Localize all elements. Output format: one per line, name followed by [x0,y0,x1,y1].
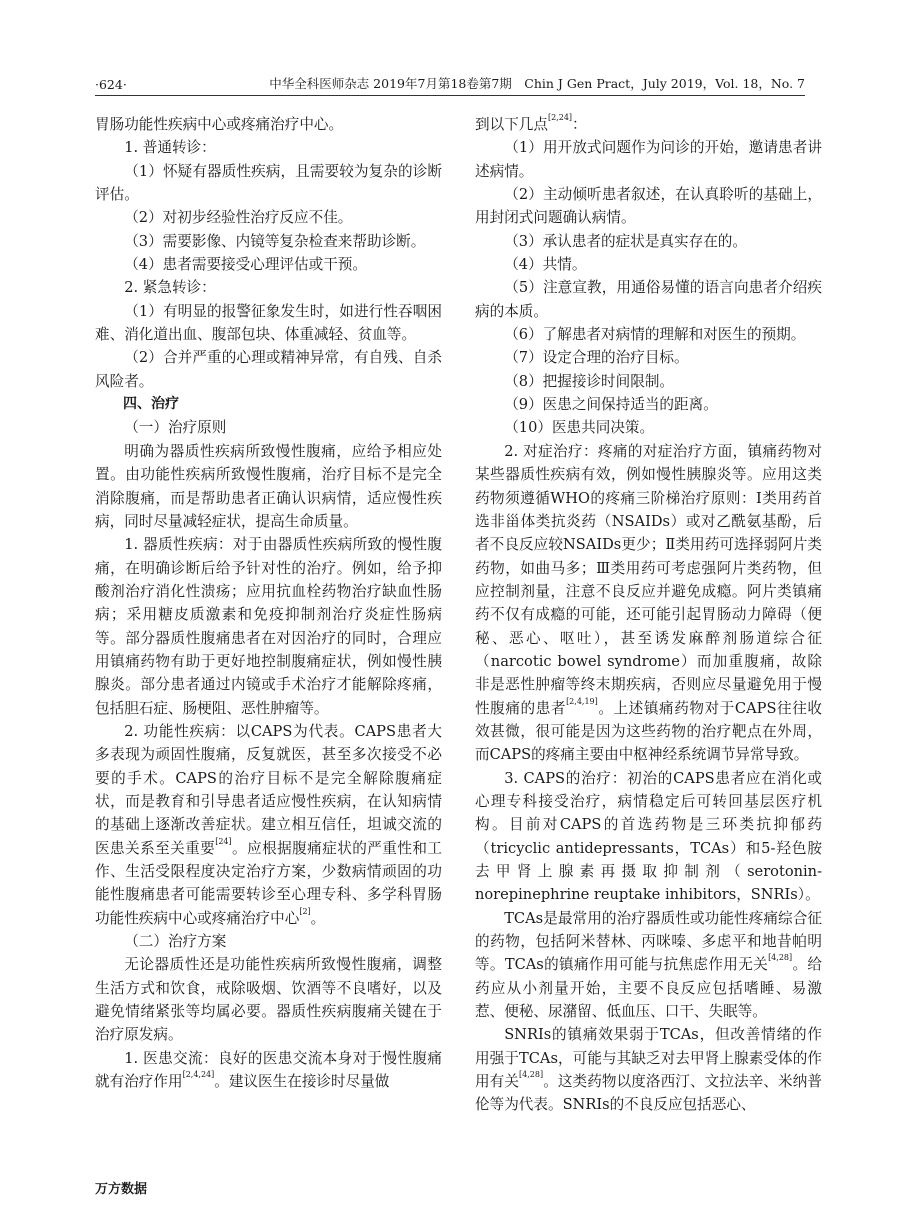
list-item: （10）医患共同决策。 [504,419,655,437]
paragraph: 3. CAPS的治疗：初治的CAPS患者应在消化或心理专科接受治疗，病情稳定后可转回基层医疗机构。目前对CAPS的首选药物是三环类抗抑郁药（tricyclic antidepressants，TCAs）和5-羟色胺去甲肾上腺素再摄取抑制剂（serotonin-norepinephrine reuptake inhibitors，SNRIs）。 [475,769,822,904]
citation: [2,4,19] [566,696,598,706]
citation: [24] [215,836,232,846]
left-column [95,113,442,1093]
journal-citation: 中华全科医师杂志 2019年7月第18卷第7期 Chin J Gen Pract，July 2019，Vol. 18，No. 7 [269,76,805,91]
list-item: （9）医患之间保持适当的距离。 [504,396,718,414]
page-number: ·624· [95,77,127,92]
list-item: （5）注意宣教，用通俗易懂的语言向患者介绍疾病的本质。 [475,279,822,320]
citation: [4,28] [519,1070,544,1080]
section-heading: 2. 紧急转诊： [124,279,216,297]
text-run: 2. 对症治疗：疼痛的对症治疗方面，镇痛药物对某些器质性疾病有效，例如慢性胰腺炎等。应用这类药物须遵循WHO的疼痛三阶梯治疗原则：Ⅰ类用药首选非甾体类抗炎药（NSAIDs）或对乙酰氨基酚，后者不良反应较NSAIDs更少；Ⅱ类用药可选择弱阿片类药物，如曲马多；Ⅲ类用药可考虑强阿片类药物，但应控制剂量，注意不良反应并避免成瘾。阿片类镇痛药不仅有成瘾的可能，还可能引起胃肠动力障碍（便秘、恶心、呕吐），甚至诱发麻醉剂肠道综合征（narcotic bowel syndrome）而加重腹痛，故除非是恶性肿瘤等终末期疾病，否则应尽量避免用于慢性腹痛的患者 [475,442,822,717]
paragraph: 无论器质性还是功能性疾病所致慢性腹痛，调整生活方式和饮食，戒除吸烟、饮酒等不良嗜好，以及避免情绪紧张等均属必要。器质性疾病腹痛关键在于治疗原发病。 [95,956,442,1044]
list-item: （7）设定合理的治疗目标。 [504,349,689,367]
paragraph: 1. 器质性疾病：对于由器质性疾病所致的慢性腹痛，在明确诊断后给予针对性的治疗。例如，给予抑酸剂治疗消化性溃疡；应用抗血栓药物治疗缺血性肠病；采用糖皮质激素和免疫抑制剂治疗炎症性肠病等。部分器质性腹痛患者在对因治疗的同时，合理应用镇痛药物有助于更好地控制腹痛症状，例如慢性胰腺炎。部分患者通过内镜或手术治疗才能解除疼痛，包括胆石症、肠梗阻、恶性肿瘤等。 [95,536,442,717]
paragraph: （4）患者需要接受心理评估或干预。 [124,256,367,274]
subsection-heading: （一）治疗原则 [124,419,227,437]
text-run: 。这类药物以度洛西汀、文拉法辛、米纳普伦等为代表。SNRIs的不良反应包括恶心、 [475,1073,822,1114]
citation: [2] [299,906,311,916]
paragraph [475,907,822,1024]
list-item: （4）共情。 [504,256,587,274]
section-heading-treatment: 四、治疗 [123,396,179,413]
subsection-heading: （二）治疗方案 [124,933,227,951]
paragraph: （1）怀疑有器质性疾病，且需要较为复杂的诊断评估。 [95,162,442,204]
text-run: 到以下几点 [475,116,548,133]
list-item: （1）用开放式问题作为问诊的开始，邀请患者讲述病情。 [475,139,822,180]
text-run: 。建议医生在接诊时尽量做 [214,1073,390,1091]
list-item: （6）了解患者对病情的理解和对医生的预期。 [504,326,806,344]
paragraph [475,113,822,136]
watermark: 万方数据 [95,1182,148,1197]
paragraph: （1）有明显的报警征象发生时，如进行性吞咽困难、消化道出血、腹部包块、体重减轻、贫血等。 [95,302,442,344]
text-run: SNRIs的镇痛效果弱于TCAs，但改善情绪的作用强于TCAs，可能与其缺乏对去甲肾上腺素受体的作用有关 [475,1026,822,1091]
list-item: （8）把握接诊时间限制。 [504,372,675,390]
paragraph [95,720,442,930]
text-run: 。给药应从小剂量开始，主要不良反应包括嗜睡、易激惹、便秘、尿潴留、低血压、口干、失眠等。 [475,956,822,1021]
paragraph: （2）对初步经验性治疗反应不佳。 [124,209,353,227]
paragraph [475,1023,822,1116]
paragraph [95,1047,442,1094]
citation: [2,4,24] [182,1070,215,1080]
right-column [475,113,822,1117]
paragraph: （2）合并严重的心理或精神异常，有自残、自杀风险者。 [95,349,442,390]
text-run: 。 [310,909,326,927]
text-run: 。应根据腹痛症状的严重性和工作、生活受限程度决定治疗方案，少数病情顽固的功能性腹痛患者可能需要转诊至心理专科、多学科胃肠功能性疾病中心或疼痛治疗中心 [95,839,442,927]
paragraph [475,440,822,767]
text-run: 1. 医患交流：良好的医患交流本身对于慢性腹痛就有治疗作用 [95,1049,442,1091]
list-item: （2）主动倾听患者叙述，在认真聆听的基础上，用封闭式问题确认病情。 [475,186,822,227]
citation: [2,24] [547,113,573,122]
section-heading: 1. 普通转诊： [124,139,216,157]
paragraph: （3）需要影像、内镜等复杂检查来帮助诊断。 [124,232,426,250]
list-item: （3）承认患者的症状是真实存在的。 [504,232,747,250]
text-run: TCAs是最常用的治疗器质性或功能性疼痛综合征的药物，包括阿米替林、丙咪嗪、多虑平和地昔帕明等。TCAs的镇痛作用可能与抗焦虑作用无关 [475,909,822,974]
citation: [4,28] [768,953,793,963]
paragraph: 胃肠功能性疾病中心或疼痛治疗中心。 [95,116,344,133]
text-run: 2. 功能性疾病：以CAPS为代表。CAPS患者大多表现为顽固性腹痛，反复就医，甚至多次接受不必要的手术。CAPS的治疗目标不是完全解除腹痛症状，而是教育和引导患者适应慢性疾病，在认知病情的基础上逐渐改善症状。建立相互信任，坦诚交流的医患关系至关重要 [95,722,442,857]
text-run: ： [572,116,587,133]
running-header [95,70,805,96]
text-run: 。上述镇痛药物对于CAPS往往收效甚微，很可能是因为这些药物的治疗靶点在外周，而CAPS的疼痛主要由中枢神经系统调节异常导致。 [475,699,822,764]
paragraph: 明确为器质性疾病所致慢性腹痛，应给予相应处置。由功能性疾病所致慢性腹痛，治疗目标不是完全消除腹痛，而是帮助患者正确认识病情，适应慢性疾病，同时尽量减轻症状，提高生命质量。 [95,442,442,530]
